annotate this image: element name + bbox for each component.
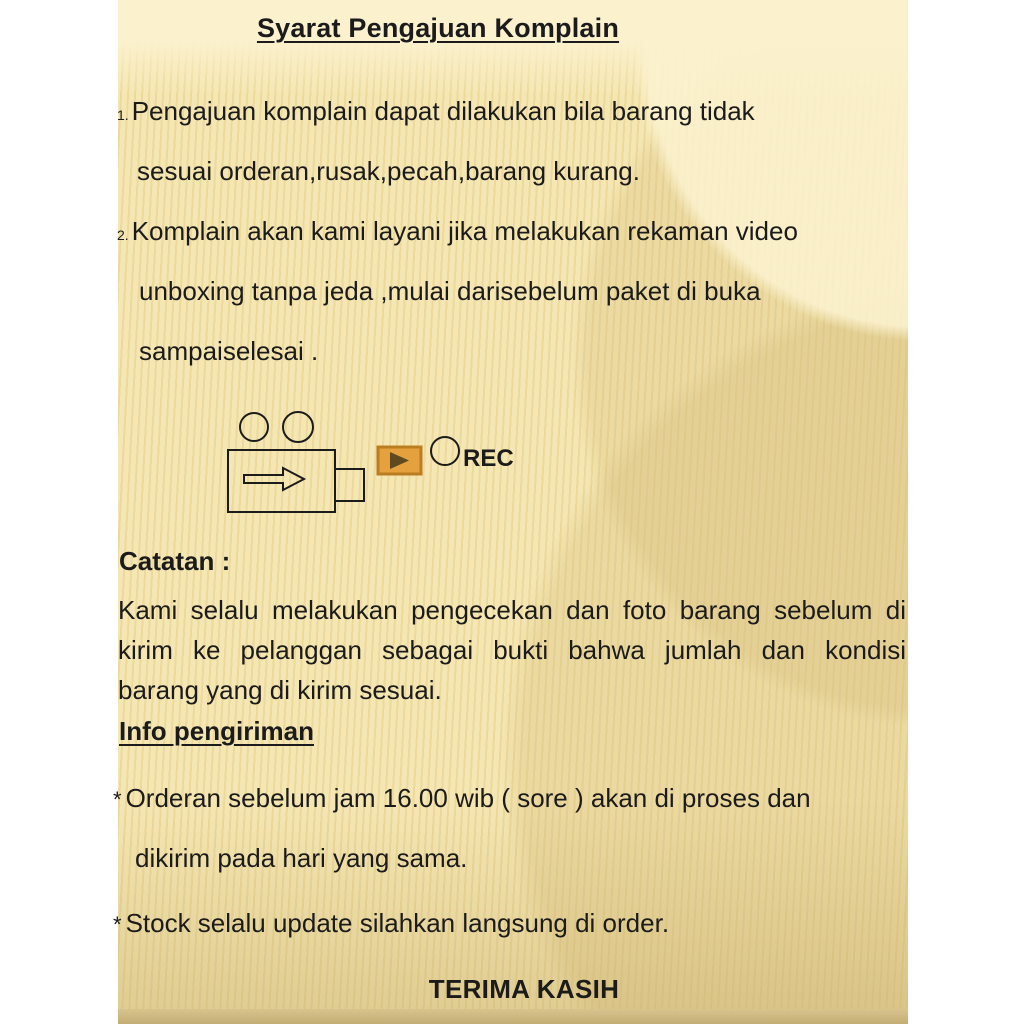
shipping-item-1-line-2: dikirim pada hari yang sama. (135, 843, 468, 873)
list-marker-1: 1. (117, 107, 129, 123)
bullet-star-2: * (113, 912, 122, 937)
note-paragraph (118, 590, 906, 710)
note-line-2: kirim ke pelanggan sebagai bukti bahwa jumlah dan kondisi (118, 635, 906, 665)
list-item-2-line-1: 2. Komplain akan kami layani jika melakukan rekaman video (117, 216, 798, 246)
list-marker-2: 2. (117, 227, 129, 243)
flyer-page-background (113, 0, 908, 1024)
arrow-right-icon (244, 468, 304, 490)
note-line-3: barang yang di kirim sesuai. (118, 675, 442, 705)
bullet-star-1: * (113, 787, 122, 812)
rec-indicator-icon (431, 437, 459, 465)
list-item-2-line-2: unboxing tanpa jeda ,mulai darisebelum paket di buka (139, 276, 761, 306)
list-item-2-line-3: sampaiselesai . (139, 336, 319, 366)
video-camera-icon (223, 403, 533, 518)
camera-reel-right-icon (283, 412, 313, 442)
camera-reel-left-icon (240, 413, 268, 441)
page-title: Syarat Pengajuan Komplain (256, 13, 620, 43)
rec-label: REC (463, 445, 514, 472)
thank-you-text: TERIMA KASIH (428, 974, 620, 1004)
note-heading: Catatan : (119, 546, 231, 576)
bottom-shadow-bar (118, 1009, 908, 1024)
shipping-heading: Info pengiriman (119, 716, 314, 746)
list-item-1-line-1: 1. Pengajuan komplain dapat dilakukan bila barang tidak (117, 96, 755, 126)
note-line-1: Kami selalu melakukan pengecekan dan foto barang sebelum di (118, 595, 906, 625)
list-item-1-line-2: sesuai orderan,rusak,pecah,barang kurang. (137, 156, 640, 186)
camera-lens (335, 469, 364, 501)
shipping-item-1-line-1: * Orderan sebelum jam 16.00 wib ( sore ) akan di proses dan (113, 783, 811, 813)
shipping-item-2: * Stock selalu update silahkan langsung di order. (113, 908, 670, 938)
